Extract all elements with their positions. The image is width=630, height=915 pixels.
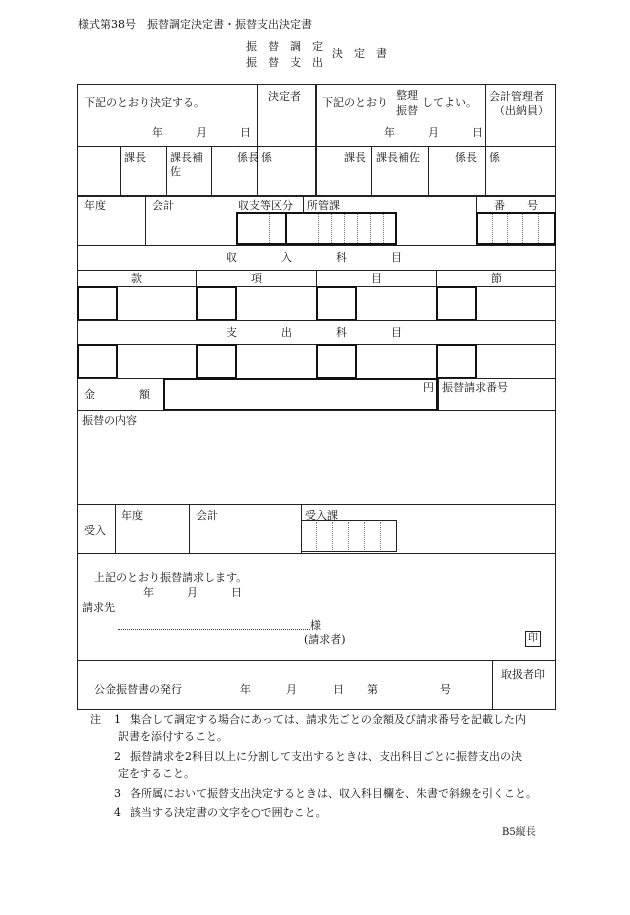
info-year-label: 年度 (84, 199, 106, 212)
info-category-label: 収支等区分 (238, 199, 293, 212)
note-4-num: 4 (114, 806, 121, 819)
dotted-divider (522, 214, 523, 243)
dotted-divider (331, 214, 332, 243)
note-1-num: 1 (114, 713, 121, 726)
stamp-section-chief: 課長 (124, 151, 146, 164)
dotted-divider (364, 522, 365, 550)
divider (476, 196, 477, 212)
stamp-right-deputy-chief: 課長補佐 (376, 151, 420, 164)
request-statement: 上記のとおり振替請求します。 (94, 571, 248, 584)
dotted-divider (492, 214, 493, 243)
divider (78, 146, 555, 147)
stamp-subsection-chief: 係長 (237, 151, 259, 164)
receipt-account-label: 会計 (196, 509, 218, 522)
stamp-clerk: 係 (261, 151, 272, 164)
divider (77, 195, 556, 197)
divider (196, 270, 197, 286)
divider (145, 196, 146, 245)
expense-moku-code-box[interactable] (316, 344, 357, 379)
number-input-box[interactable] (476, 212, 556, 245)
notes-prefix: 注 (90, 713, 101, 726)
divider (189, 504, 190, 553)
content-label: 振替の内容 (82, 414, 137, 427)
divider (428, 146, 429, 195)
requester-label: (請求者) (304, 633, 346, 646)
note-2-line1: 振替請求を2科目以上に分割して支出するときは、支出科目ごとに振替支出の決 (130, 750, 522, 763)
decision-option-adjust: 整理 (396, 89, 418, 102)
decision-right-prefix: 下記のとおり (322, 96, 388, 109)
divider (78, 553, 555, 554)
dotted-divider (380, 522, 381, 550)
title-suffix: 決 定 書 (332, 47, 387, 60)
accountant-sub-label: （出納員） (494, 104, 549, 117)
dotted-divider (316, 522, 317, 550)
stamp-right-subsection-chief: 係長 (455, 151, 477, 164)
decision-right-suffix: してよい。 (422, 96, 477, 109)
revenue-col-kan: 款 (131, 272, 142, 285)
receipt-label: 受入 (84, 524, 106, 537)
requester-name-line[interactable] (118, 629, 310, 630)
issue-gou: 号 (440, 683, 451, 696)
decision-right-date: 年 月 日 (384, 126, 483, 139)
divider (78, 245, 555, 246)
seal-mark: 印 (525, 631, 541, 647)
expense-heading: 支 出 科 目 (226, 326, 402, 339)
stamp-deputy-chief: 課長補 (170, 151, 203, 164)
request-number-label: 振替請求番号 (442, 381, 508, 394)
divider (211, 146, 212, 195)
receipt-dept-label: 受入課 (305, 509, 338, 522)
divider (303, 196, 304, 212)
amount-input-box[interactable] (163, 378, 438, 411)
stamp-deputy-chief-2: 佐 (170, 165, 181, 178)
divider (316, 270, 317, 286)
divider (115, 504, 116, 553)
dept-input-box[interactable] (285, 212, 397, 245)
issue-label: 公金振替書の発行 (94, 683, 182, 696)
dotted-divider (344, 214, 345, 243)
expense-kan-code-box[interactable] (77, 344, 118, 379)
paper-size-label: B5縦長 (502, 827, 536, 838)
revenue-col-moku: 目 (371, 272, 382, 285)
divider (438, 378, 439, 410)
revenue-kan-code-box[interactable] (77, 286, 118, 321)
handler-seal-label: 取扱者印 (501, 668, 545, 681)
dotted-divider (318, 214, 319, 243)
divider (485, 85, 486, 195)
divider (78, 320, 555, 321)
decider-label: 決定者 (268, 90, 301, 103)
issue-year: 年 (240, 683, 251, 696)
note-2-line2: 定をすること。 (118, 767, 195, 780)
info-dept-label: 所管課 (307, 199, 340, 212)
request-date: 年 月 日 (143, 586, 242, 599)
form-code: 様式第38号 振替調定決定書・振替支出決定書 (78, 18, 312, 31)
revenue-col-kou: 項 (251, 272, 262, 285)
issue-day: 日 (333, 683, 344, 696)
stamp-right-clerk: 係 (489, 151, 500, 164)
decision-left-text: 下記のとおり決定する。 (84, 96, 205, 109)
title-adjustment: 振 替 調 定 (246, 40, 323, 53)
dotted-divider (538, 214, 539, 243)
note-2-num: 2 (114, 750, 121, 763)
dotted-divider (357, 214, 358, 243)
revenue-heading: 収 入 科 目 (226, 251, 402, 264)
note-3-line1: 各所属において振替支出決定するときは、収入科目欄を、朱書で斜線を引くこと。 (130, 787, 537, 800)
divider (78, 410, 555, 411)
revenue-kou-code-box[interactable] (196, 286, 237, 321)
revenue-setsu-code-box[interactable] (436, 286, 477, 321)
divider (257, 85, 258, 195)
dotted-divider (370, 214, 371, 243)
content-area[interactable] (84, 430, 550, 502)
category-input-box[interactable] (236, 212, 287, 245)
yen-label: 円 (423, 381, 434, 394)
dotted-divider (507, 214, 508, 243)
issue-month: 月 (286, 683, 297, 696)
note-1-line1: 集合して調定する場合にあっては、請求先ごとの金額及び請求番号を記載した内 (130, 713, 526, 726)
dotted-divider (332, 522, 333, 550)
dotted-divider (383, 214, 384, 243)
dotted-divider (269, 214, 270, 243)
receipt-year-label: 年度 (121, 509, 143, 522)
decision-left-date: 年 月 日 (152, 126, 251, 139)
revenue-moku-code-box[interactable] (316, 286, 357, 321)
stamp-right-section-chief: 課長 (344, 151, 366, 164)
accountant-label: 会計管理者 (489, 90, 544, 103)
divider (120, 146, 121, 195)
info-number-label: 番 号 (494, 199, 538, 212)
revenue-col-setsu: 節 (491, 272, 502, 285)
note-1-line2: 訳書を添付すること。 (118, 730, 228, 743)
info-account-label: 会計 (152, 199, 174, 212)
divider (436, 270, 437, 286)
note-4-line1: 該当する決定書の文字を○で囲むこと。 (130, 806, 327, 819)
divider (166, 146, 167, 195)
request-to-label: 請求先 (82, 601, 115, 614)
divider (315, 85, 317, 195)
divider (78, 504, 555, 505)
divider (371, 146, 372, 195)
expense-kou-code-box[interactable] (196, 344, 237, 379)
decision-option-transfer: 振替 (396, 104, 418, 117)
issue-dai: 第 (367, 683, 378, 696)
title-payment: 振 替 支 出 (246, 56, 323, 69)
expense-setsu-code-box[interactable] (436, 344, 477, 379)
note-3-num: 3 (114, 787, 121, 800)
amount-label: 金 額 (84, 388, 150, 401)
dotted-divider (348, 522, 349, 550)
honorific-sama: 様 (310, 619, 321, 632)
